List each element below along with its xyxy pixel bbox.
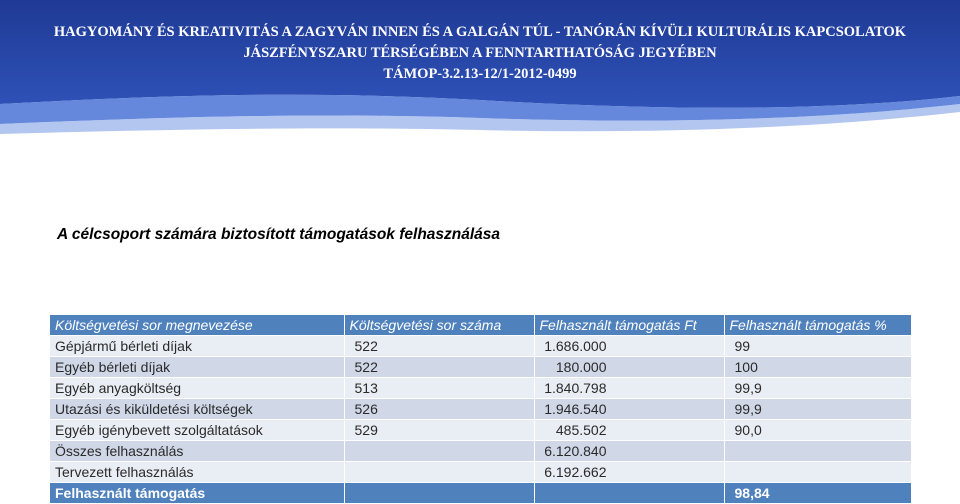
row-amount: 485.502 <box>534 420 724 441</box>
row-number: 522 <box>344 336 534 357</box>
row-label: Egyéb anyagköltség <box>50 378 344 399</box>
empty-cell <box>724 441 911 462</box>
row-percent: 90,0 <box>724 420 911 441</box>
banner-line-2: JÁSZFÉNYSZARU TÉRSÉGÉBEN A FENNTARTHATÓSÁG JEGYÉBEN <box>243 45 717 61</box>
total-percent: 98,84 <box>724 483 911 504</box>
row-amount: 1.840.798 <box>534 378 724 399</box>
summary-label: Összes felhasználás <box>50 441 344 462</box>
row-amount: 180.000 <box>534 357 724 378</box>
row-amount: 1.686.000 <box>534 336 724 357</box>
table-row <box>50 420 911 441</box>
row-label: Gépjármű bérleti díjak <box>50 336 344 357</box>
row-percent: 99,9 <box>724 399 911 420</box>
table-row <box>50 378 911 399</box>
header-cell: Költségvetési sor száma <box>344 315 534 336</box>
total-row <box>50 483 911 504</box>
slide-title: A célcsoport számára biztosított támogatások felhasználása <box>57 226 501 243</box>
empty-cell <box>344 441 534 462</box>
row-number: 529 <box>344 420 534 441</box>
table-header-row <box>50 315 911 336</box>
support-usage-table <box>50 315 912 504</box>
summary-amount: 6.192.662 <box>534 462 724 483</box>
row-label: Utazási és kiküldetési költségek <box>50 399 344 420</box>
row-amount: 1.946.540 <box>534 399 724 420</box>
row-percent: 99 <box>724 336 911 357</box>
header-banner <box>0 0 960 135</box>
row-percent: 100 <box>724 357 911 378</box>
header-cell: Költségvetési sor megnevezése <box>50 315 344 336</box>
table-row <box>50 399 911 420</box>
empty-cell <box>344 483 534 504</box>
empty-cell <box>534 483 724 504</box>
row-label: Egyéb igénybevett szolgáltatások <box>50 420 344 441</box>
summary-row <box>50 441 911 462</box>
row-number: 522 <box>344 357 534 378</box>
row-number: 513 <box>344 378 534 399</box>
table-row <box>50 357 911 378</box>
summary-amount: 6.120.840 <box>534 441 724 462</box>
empty-cell <box>724 462 911 483</box>
header-cell: Felhasznált támogatás % <box>724 315 911 336</box>
banner-line-3: TÁMOP-3.2.13-12/1-2012-0499 <box>383 66 577 82</box>
row-label: Egyéb bérleti díjak <box>50 357 344 378</box>
row-percent: 99,9 <box>724 378 911 399</box>
summary-row <box>50 462 911 483</box>
empty-cell <box>344 462 534 483</box>
header-cell: Felhasznált támogatás Ft <box>534 315 724 336</box>
total-label: Felhasznált támogatás <box>50 483 344 504</box>
banner-line-1: HAGYOMÁNY ÉS KREATIVITÁS A ZAGYVÁN INNEN ÉS A GALGÁN TÚL - TANÓRÁN KÍVÜLI KULTURÁLIS KAPCSOLATOK <box>53 24 907 40</box>
summary-label: Tervezett felhasználás <box>50 462 344 483</box>
table-row <box>50 336 911 357</box>
row-number: 526 <box>344 399 534 420</box>
